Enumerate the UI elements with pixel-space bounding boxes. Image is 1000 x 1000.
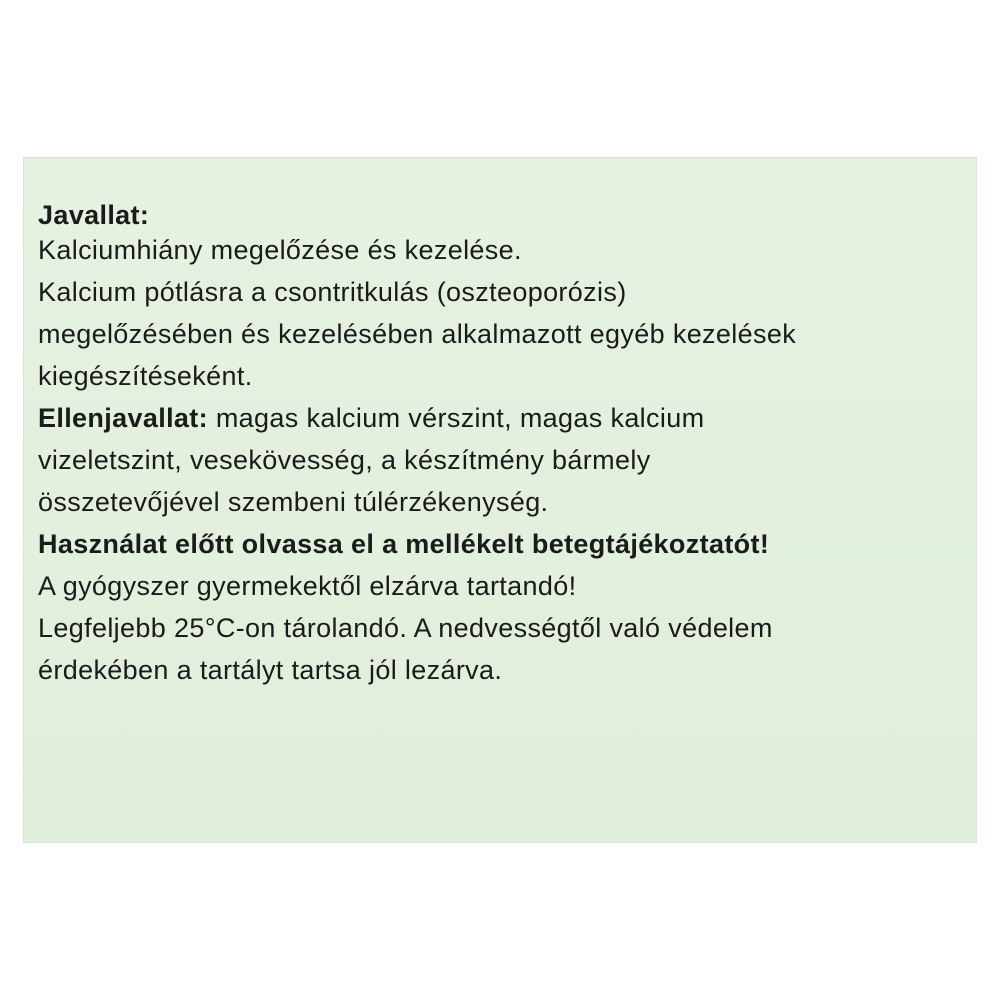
package-label	[24, 158, 976, 842]
indication-heading: Javallat:	[38, 200, 150, 230]
contraindication-first-line	[38, 401, 958, 436]
storage-line: érdekében a tartályt tartsa jól lezárva.	[38, 655, 503, 685]
indication-line: megelőzésében és kezelésében alkalmazott egyéb kezelések	[38, 319, 797, 349]
contraindication-text: magas kalcium vérszint, magas kalcium	[207, 403, 705, 433]
storage-line: Legfeljebb 25°C-on tárolandó. A nedvességtől való védelem	[38, 613, 773, 643]
indication-line: Kalciumhiány megelőzése és kezelése.	[38, 235, 522, 265]
label-text	[38, 198, 958, 688]
indication-line: kiegészítéseként.	[38, 361, 253, 391]
contraindication-line: összetevőjével szembeni túlérzékenység.	[38, 487, 549, 517]
contraindication-line: vizeletszint, vesekövesség, a készítmény bármely	[38, 445, 651, 475]
children-notice: A gyógyszer gyermekektől elzárva tartandó!	[38, 571, 577, 601]
contraindication-heading: Ellenjavallat:	[38, 403, 208, 433]
warning-text: Használat előtt olvassa el a mellékelt betegtájékoztatót!	[38, 529, 770, 559]
indication-line: Kalcium pótlásra a csontritkulás (oszteoporózis)	[38, 277, 627, 307]
